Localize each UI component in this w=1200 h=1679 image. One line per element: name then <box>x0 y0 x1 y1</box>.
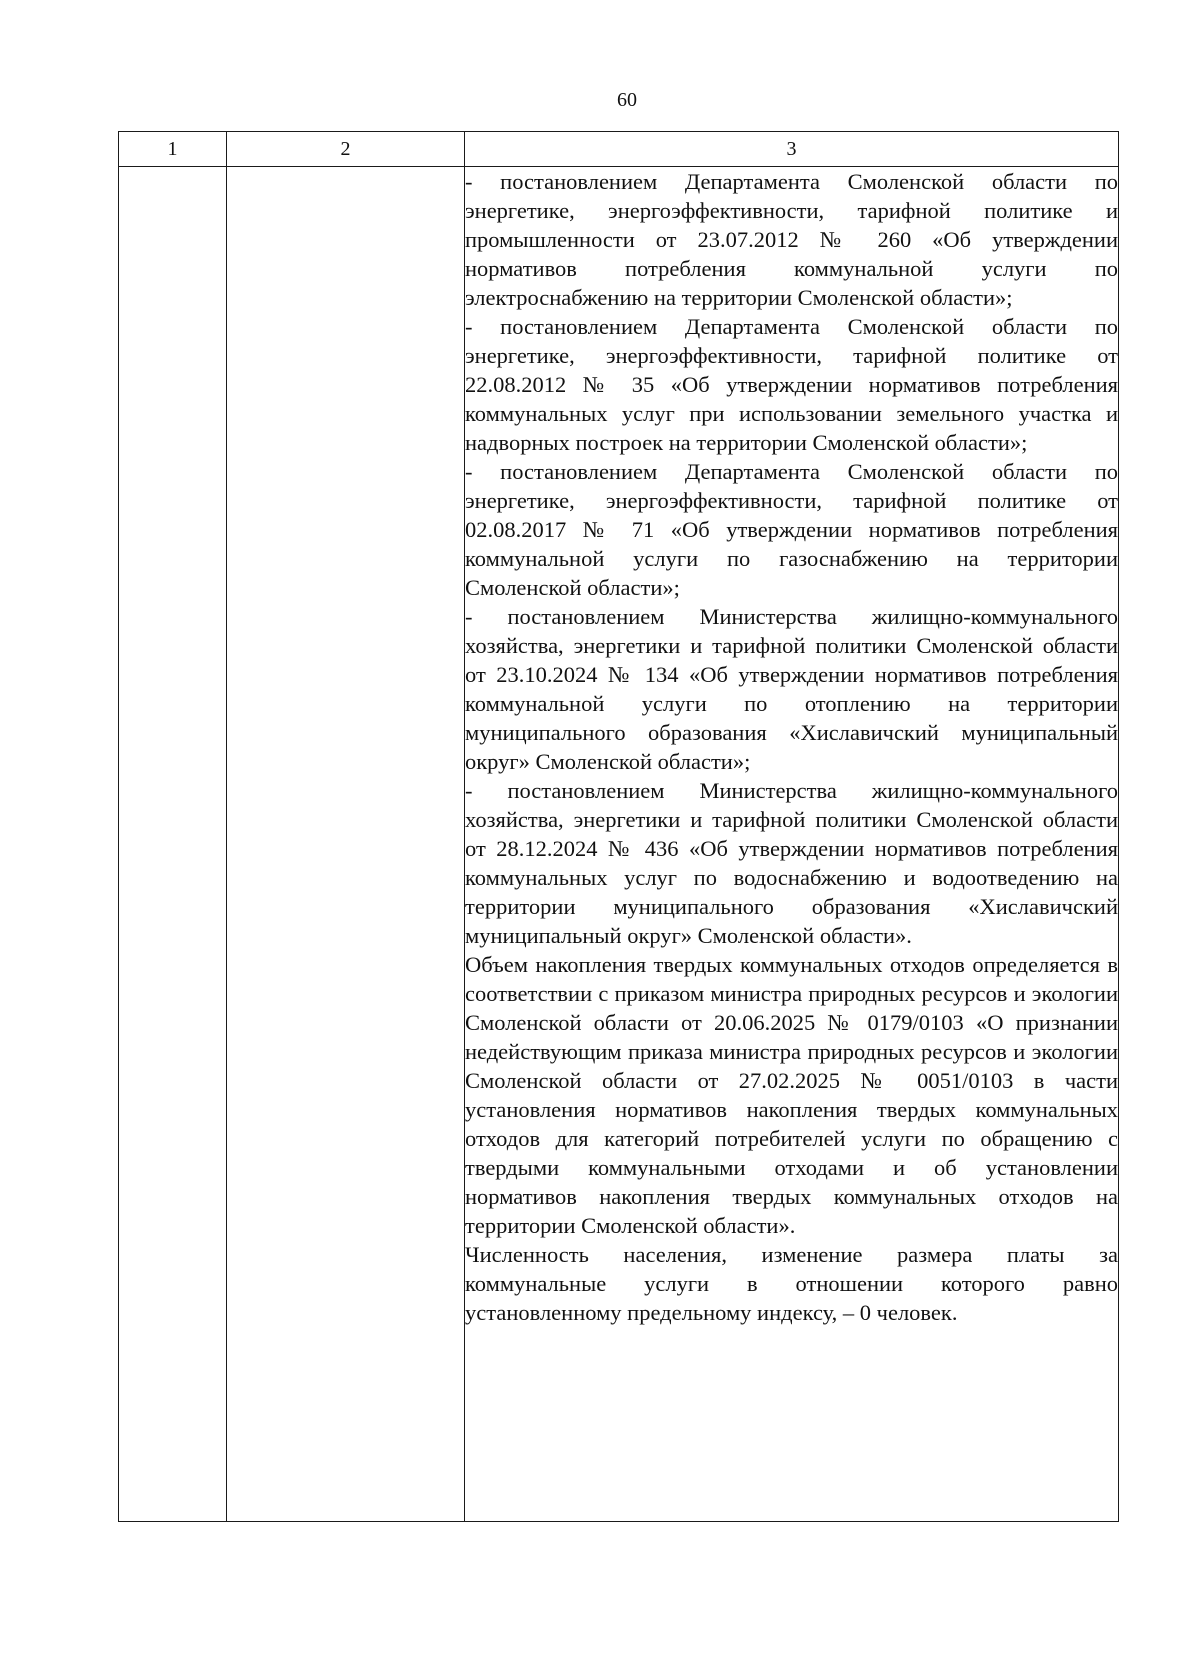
column-header-2: 2 <box>227 132 465 167</box>
table-header-row <box>119 132 1119 167</box>
column-1-cell <box>119 167 227 1522</box>
paragraph-resolution-gas: - постановлением Департамента Смоленской области по энергетике, энергоэффективности, тарифной политике от 02.08.2017 № 71 «Об утверждении нормативов потребления коммунальной услуги по газоснабжению на территории Смоленской области»; <box>465 459 1118 600</box>
paragraph-population: Численность населения, изменение размера платы за коммунальные услуги в отношении которого равно установленному предельному индексу, – 0 человек. <box>465 1242 1118 1325</box>
paragraph-resolution-heating: - постановлением Министерства жилищно-коммунального хозяйства, энергетики и тарифной политики Смоленской области от 23.10.2024 № 134 «Об утверждении нормативов потребления коммунальной услуги по отоплению на территории муниципального образования «Хиславичский муниципальный округ» Смоленской области»; <box>465 604 1118 774</box>
column-header-1: 1 <box>119 132 227 167</box>
column-header-3: 3 <box>465 132 1119 167</box>
column-3-cell <box>465 167 1119 1522</box>
table-row <box>119 167 1119 1522</box>
paragraph-waste-volume: Объем накопления твердых коммунальных отходов определяется в соответствии с приказом министра природных ресурсов и экологии Смоленской области от 20.06.2025 № 0179/0103 «О признании недействующим приказа министра природных ресурсов и экологии Смоленской области от 27.02.2025 № 0051/0103 в части установления нормативов накопления твердых коммунальных отходов для категорий потребителей услуги по обращению с твердыми коммунальными отходами и об установлении нормативов накопления твердых коммунальных отходов на территории Смоленской области». <box>465 952 1118 1238</box>
page-number: 60 <box>617 89 637 111</box>
document-table <box>118 131 1119 1522</box>
column-2-cell <box>227 167 465 1522</box>
paragraph-resolution-land-plot: - постановлением Департамента Смоленской области по энергетике, энергоэффективности, тарифной политике от 22.08.2012 № 35 «Об утверждении нормативов потребления коммунальных услуг при использовании земельного участка и надворных построек на территории Смоленской области»; <box>465 314 1118 455</box>
paragraph-resolution-water: - постановлением Министерства жилищно-коммунального хозяйства, энергетики и тарифной политики Смоленской области от 28.12.2024 № 436 «Об утверждении нормативов потребления коммунальных услуг по водоснабжению и водоотведению на территории муниципального образования «Хиславичский муниципальный округ» Смоленской области». <box>465 778 1118 948</box>
paragraph-resolution-electricity: - постановлением Департамента Смоленской области по энергетике, энергоэффективности, тарифной политике и промышленности от 23.07.2012 № 260 «Об утверждении нормативов потребления коммунальной услуги по электроснабжению на территории Смоленской области»; <box>465 169 1118 310</box>
